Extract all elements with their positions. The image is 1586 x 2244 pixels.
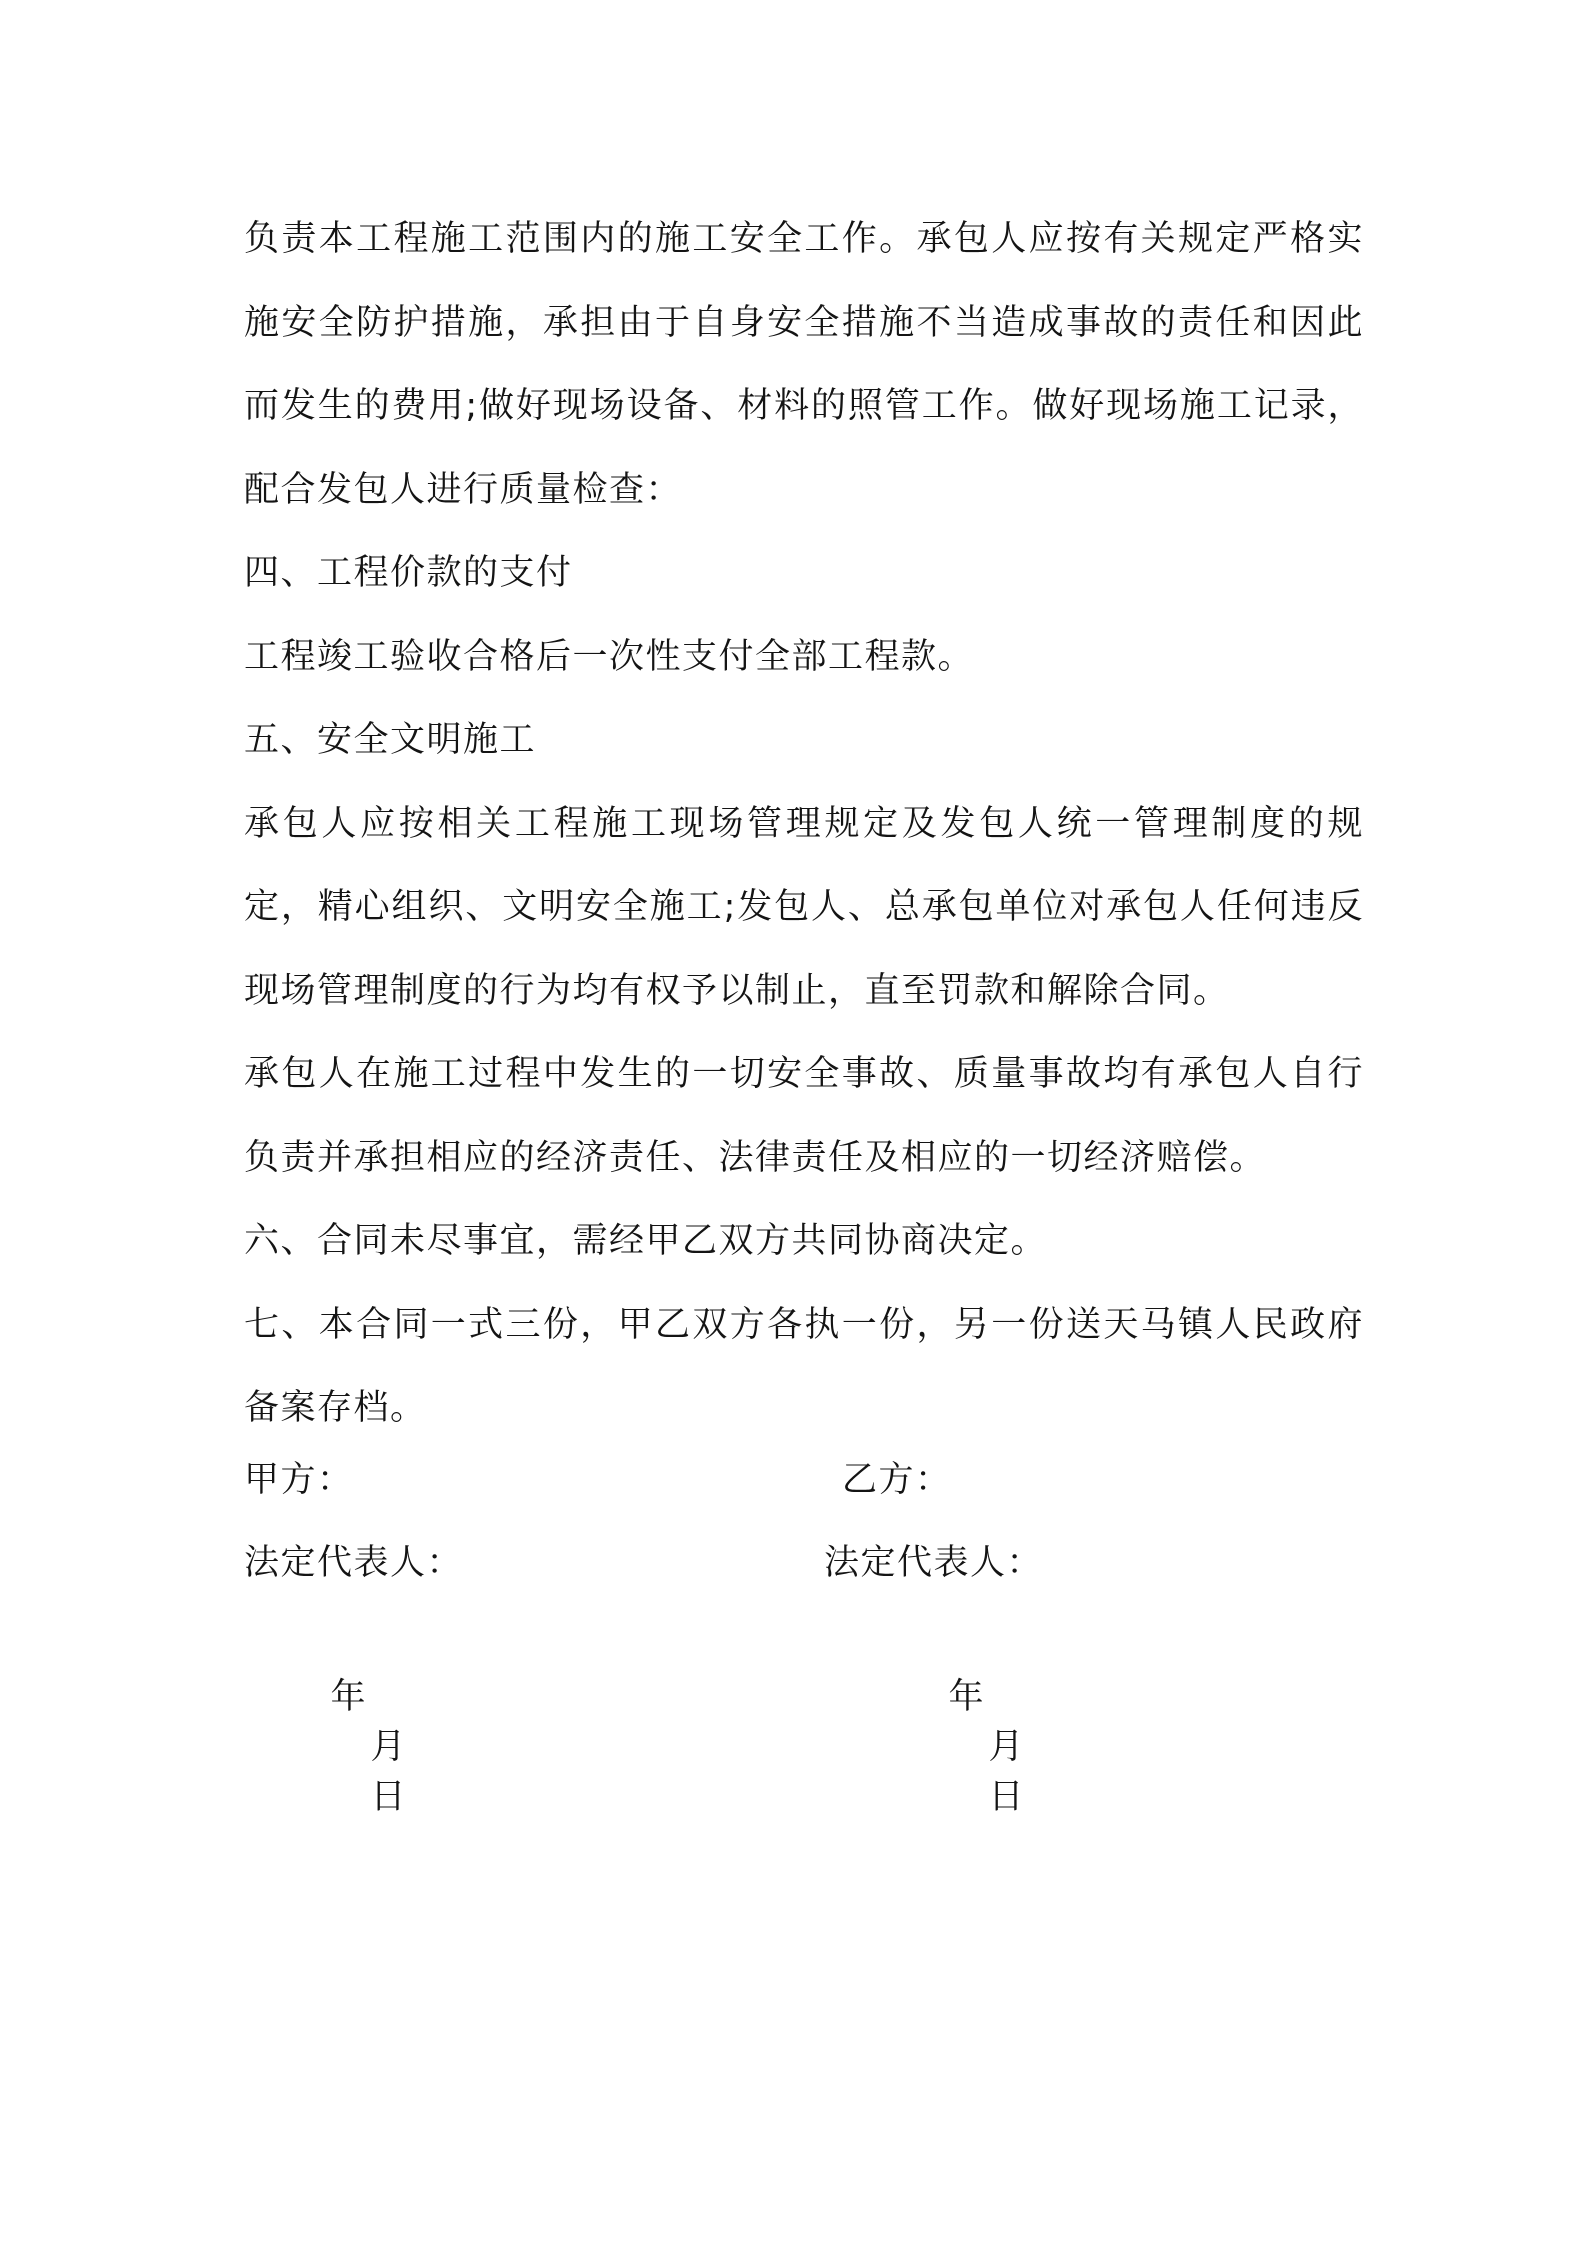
- party-b-date: [898, 1622, 1025, 1872]
- heading-safe-construction: 五、安全文明施工: [244, 720, 537, 760]
- clause-unresolved-matters: 六、合同未尽事宜，需经甲乙双方共同协商决定。: [244, 1221, 1048, 1261]
- paragraph-safety-responsibility: 负责本工程施工范围内的施工安全工作。承包人应按有关规定严格实施安全防护措施，承担由于自身安全措施不当造成事故的责任和因此而发生的费用;做好现场设备、材料的照管工作。做好现场施工记录，配合发包人进行质量检查：: [244, 219, 1364, 510]
- contract-body: [244, 198, 1364, 1451]
- clause-copies: 七、本合同一式三份，甲乙双方各执一份，另一份送天马镇人民政府备案存档。: [244, 1304, 1364, 1428]
- party-b-label: 乙方：: [842, 1460, 952, 1500]
- heading-payment: 四、工程价款的支付: [244, 553, 573, 593]
- party-a-year: 年: [330, 1677, 368, 1717]
- party-b-day: 日: [988, 1777, 1026, 1817]
- party-b-representative: 法定代表人：: [824, 1543, 1044, 1583]
- party-a-date: [280, 1622, 407, 1872]
- paragraph-site-management: 承包人应按相关工程施工现场管理规定及发包人统一管理制度的规定，精心组织、文明安全施工;发包人、总承包单位对承包人任何违反现场管理制度的行为均有权予以制止，直至罚款和解除合同。: [244, 803, 1364, 1011]
- party-a-label: 甲方：: [244, 1460, 354, 1500]
- paragraph-payment: 工程竣工验收合格后一次性支付全部工程款。: [244, 636, 975, 677]
- party-a-representative: 法定代表人：: [244, 1543, 464, 1583]
- party-a-month: 月: [370, 1727, 408, 1767]
- party-b-year: 年: [948, 1677, 986, 1717]
- paragraph-accident-liability: 承包人在施工过程中发生的一切安全事故、质量事故均有承包人自行负责并承担相应的经济责任、法律责任及相应的一切经济赔偿。: [244, 1054, 1364, 1178]
- party-a-day: 日: [370, 1777, 408, 1817]
- party-b-month: 月: [988, 1727, 1026, 1767]
